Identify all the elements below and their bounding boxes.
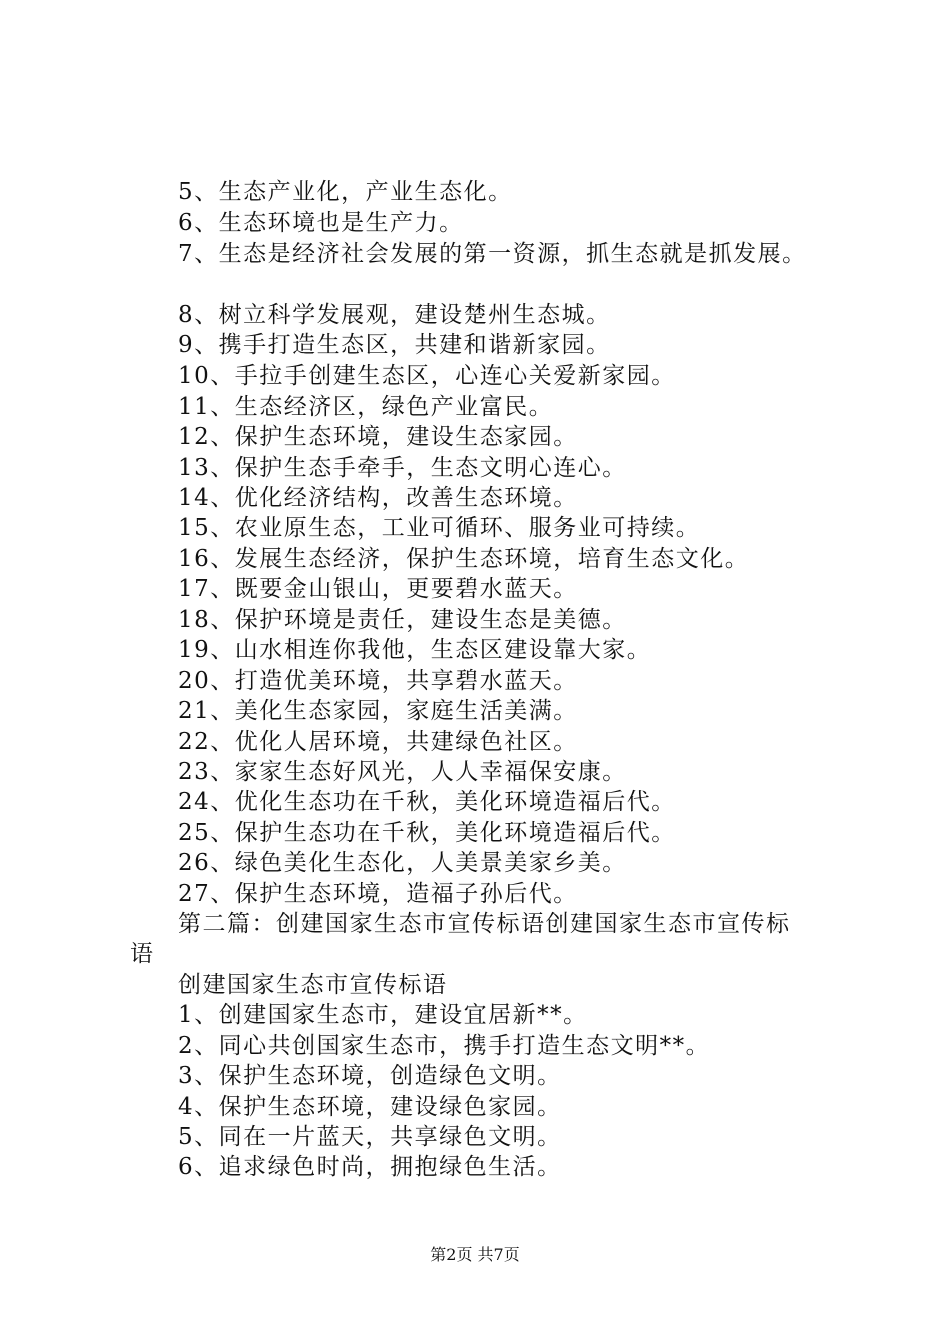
slogan-line-12: 12、保护生态环境，建设生态家园。 bbox=[178, 424, 578, 450]
slogan-line-24: 24、优化生态功在千秋，美化环境造福后代。 bbox=[178, 789, 676, 815]
slogan-line-17: 17、既要金山银山，更要碧水蓝天。 bbox=[178, 576, 578, 602]
slogan-line-b6: 6、追求绿色时尚，拥抱绿色生活。 bbox=[178, 1154, 562, 1180]
section-heading-continued: 语 bbox=[130, 941, 155, 967]
slogan-line-16: 16、发展生态经济，保护生态环境，培育生态文化。 bbox=[178, 546, 750, 572]
slogan-line-b3: 3、保护生态环境，创造绿色文明。 bbox=[178, 1063, 562, 1089]
slogan-line-11: 11、生态经济区，绿色产业富民。 bbox=[178, 394, 554, 420]
slogan-line-5: 5、生态产业化，产业生态化。 bbox=[178, 179, 513, 205]
slogan-line-9: 9、携手打造生态区，共建和谐新家园。 bbox=[178, 332, 611, 358]
slogan-line-27: 27、保护生态环境，造福子孙后代。 bbox=[178, 881, 578, 907]
slogan-line-23: 23、家家生态好风光，人人幸福保安康。 bbox=[178, 759, 627, 785]
slogan-line-8: 8、树立科学发展观，建设楚州生态城。 bbox=[178, 302, 611, 328]
slogan-line-b2: 2、同心共创国家生态市，携手打造生态文明**。 bbox=[178, 1033, 711, 1059]
slogan-line-15: 15、农业原生态，工业可循环、服务业可持续。 bbox=[178, 515, 701, 541]
slogan-line-b4: 4、保护生态环境，建设绿色家园。 bbox=[178, 1094, 562, 1120]
slogan-line-26: 26、绿色美化生态化，人美景美家乡美。 bbox=[178, 850, 627, 876]
slogan-line-6: 6、生态环境也是生产力。 bbox=[178, 210, 464, 236]
slogan-line-20: 20、打造优美环境，共享碧水蓝天。 bbox=[178, 668, 578, 694]
page-footer: 第2页 共7页 bbox=[430, 1245, 520, 1264]
section-heading: 第二篇：创建国家生态市宣传标语创建国家生态市宣传标 bbox=[178, 911, 791, 937]
slogan-line-10: 10、手拉手创建生态区，心连心关爱新家园。 bbox=[178, 363, 676, 389]
slogan-line-18: 18、保护环境是责任，建设生态是美德。 bbox=[178, 607, 627, 633]
slogan-line-7: 7、生态是经济社会发展的第一资源，抓生态就是抓发展。 bbox=[178, 241, 807, 267]
slogan-line-22: 22、优化人居环境，共建绿色社区。 bbox=[178, 729, 578, 755]
slogan-line-19: 19、山水相连你我他，生态区建设靠大家。 bbox=[178, 637, 652, 663]
slogan-line-b5: 5、同在一片蓝天，共享绿色文明。 bbox=[178, 1124, 562, 1150]
slogan-line-25: 25、保护生态功在千秋，美化环境造福后代。 bbox=[178, 820, 676, 846]
section-subtitle: 创建国家生态市宣传标语 bbox=[178, 972, 448, 998]
slogan-line-b1: 1、创建国家生态市，建设宜居新**。 bbox=[178, 1002, 588, 1028]
slogan-line-14: 14、优化经济结构，改善生态环境。 bbox=[178, 485, 578, 511]
slogan-line-21: 21、美化生态家园，家庭生活美满。 bbox=[178, 698, 578, 724]
slogan-line-13: 13、保护生态手牵手，生态文明心连心。 bbox=[178, 455, 627, 481]
